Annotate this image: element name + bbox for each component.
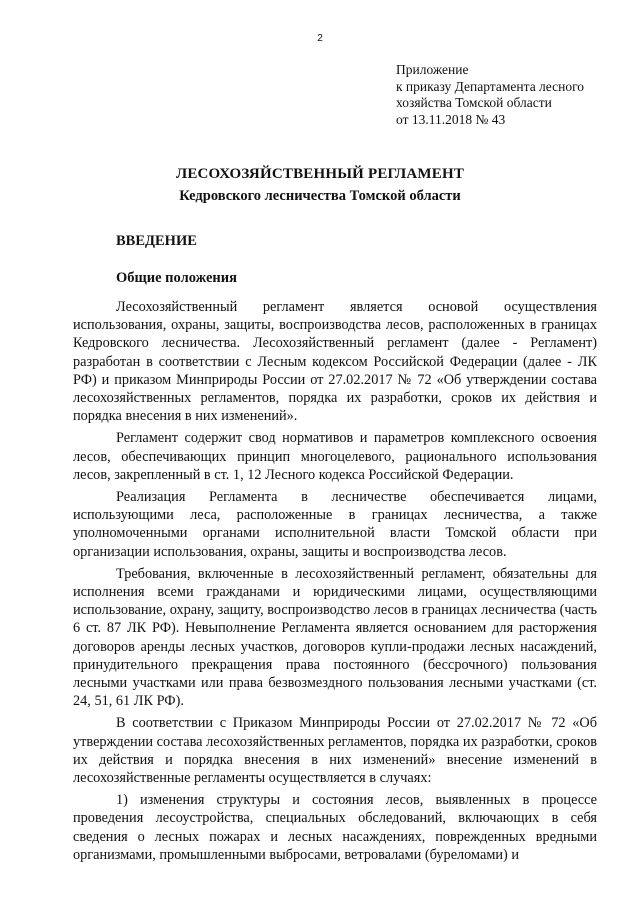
appendix-line: хозяйства Томской области xyxy=(396,95,552,110)
paragraph: Требования, включенные в лесохозяйственный регламент, обязательны для исполнения всеми гражданами и юридическими лицами, осуществляющими использование, охрану, защиту, воспроизводство лесов в границах лесничества (часть 6 ст. 87 ЛК РФ). Невыполнение Регламента является основанием для расторжения договоров аренды лесных участков, договоров купли-продажи лесных насаждений, принудительного прекращения права постоянного (бессрочного) пользования лесными участками или права безвозмездного пользования лесными участками (ст. 24, 51, 61 ЛК РФ). xyxy=(73,565,597,710)
appendix-line: Приложение xyxy=(396,62,469,77)
document-subtitle: Кедровского лесничества Томской области xyxy=(179,188,461,204)
appendix-line: к приказу Департамента лесного xyxy=(396,78,585,94)
paragraph: 1) изменения структуры и состояния лесов, выявленных в процессе проведения лесоустройства, специальных обследований, включающих в себя сведения о лесных пожарах и лесных насаждениях, поврежденных вредными организмами, промышленными выбросами, ветровалами (буреломами) и xyxy=(73,792,597,863)
section-heading: ВВЕДЕНИЕ xyxy=(116,233,197,249)
paragraph: Реализация Регламента в лесничестве обеспечивается лицами, использующими леса, расположенные в границах лесничества, а также уполномоченными органами исполнительной власти Томской области при организации использования, охраны, защиты и воспроизводства лесов. xyxy=(73,489,597,560)
document-body xyxy=(73,298,597,868)
paragraph: Лесохозяйственный регламент является основой осуществления использования, охраны, защиты, воспроизводства лесов, расположенных в границах Кедровского лесничества. Лесохозяйственный регламент (далее - Регламент) разработан в соответствии с Лесным кодексом Российской Федерации (далее - ЛК РФ) и приказом Минприроды России от 27.02.2017 № 72 «Об утверждении состава лесохозяйственных регламентов, порядка их разработки, сроков их действия и порядка внесения в них изменений». xyxy=(73,299,597,425)
appendix-block xyxy=(396,62,626,128)
document-title: ЛЕСОХОЗЯЙСТВЕННЫЙ РЕГЛАМЕНТ xyxy=(175,166,465,182)
paragraph: Регламент содержит свод нормативов и параметров комплексного освоения лесов, обеспечивающих принцип многоцелевого, рационального использования лесов, закрепленный в ст. 1, 12 Лесного кодекса Российской Федерации. xyxy=(73,430,597,483)
subsection-heading: Общие положения xyxy=(116,270,237,286)
paragraph: В соответствии с Приказом Минприроды России от 27.02.2017 № 72 «Об утверждении состава лесохозяйственных регламентов, порядка их разработки, сроков их действия и порядка внесения в них изменений» внесение изменений в лесохозяйственные регламенты осуществляется в случаях: xyxy=(73,715,597,787)
page-number: 2 xyxy=(317,33,323,44)
appendix-line: от 13.11.2018 № 43 xyxy=(396,111,506,127)
